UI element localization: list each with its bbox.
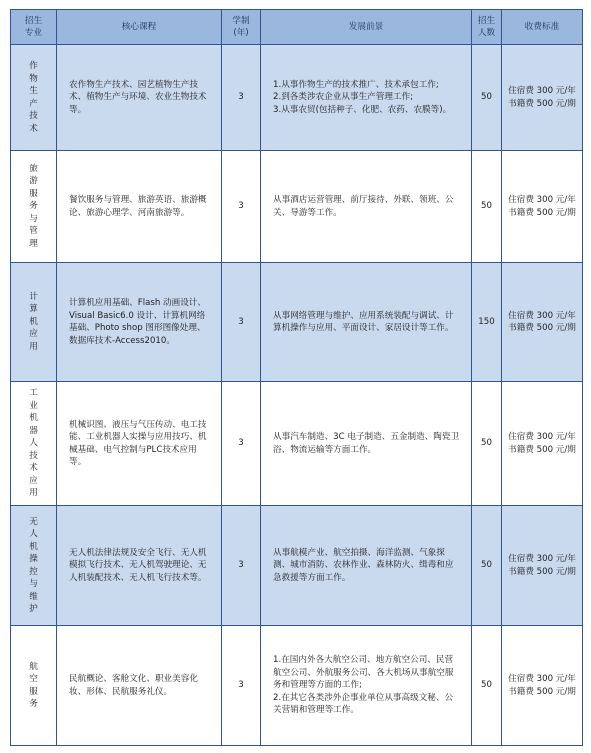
prospect-line: 1.从事作物生产的技术推广、技术承包工作; [273,79,439,90]
fee-cell [502,151,583,263]
prospect-line: 从事网络管理与维护、应用系统装配与调试、计算机操作与应用、平面设计、家居设计等工作。 [273,310,454,333]
fee-line: 住宿费 300 元/年 [508,86,576,96]
major-cell: 旅游服务与管理 [11,151,57,263]
count-cell: 150 [472,263,502,382]
header-row [11,10,583,45]
years-cell: 3 [222,626,261,746]
prospects-cell [261,151,472,263]
prospects-cell [261,382,472,506]
courses-cell: 餐饮服务与管理、旅游英语、旅游概论、旅游心理学、河南旅游等。 [57,151,222,263]
major-cell: 航空服务 [11,626,57,746]
years-cell: 3 [222,506,261,626]
major-cell: 作物生产技术 [11,45,57,151]
prospect-line: 1.在国内外各大航空公司、地方航空公司、民营航空公司、外航服务公司、各大机场从事航空服务和管理等方面的工作; [273,655,454,691]
years-cell: 3 [222,263,261,382]
fee-line: 书籍费 500 元/期 [508,323,576,333]
major-cell: 无人机操控与维护 [11,506,57,626]
fee-cell [502,45,583,151]
major-cell: 工业机器人技术应用 [11,382,57,506]
count-cell: 50 [472,151,502,263]
major-cell: 计算机应用 [11,263,57,382]
courses-cell: 机械识图、液压与气压传动、电工技能、工业机器人实操与应用技巧、机械基础、电气控制与PLC技术应用等。 [57,382,222,506]
enrollment-table [10,9,583,746]
fee-line: 书籍费 500 元/期 [508,566,576,577]
table-row [11,382,583,506]
fee-line: 住宿费 300 元/年 [508,674,576,684]
fee-cell [502,263,583,382]
years-cell: 3 [222,382,261,506]
count-cell: 50 [472,45,502,151]
prospects-cell [261,45,472,151]
prospect-line: 从事酒店运营管理、前厅接待、外联、领班、公关、导游等工作。 [273,195,454,218]
header-fees: 收费标准 [502,10,583,45]
fee-line: 书籍费 500 元/期 [508,207,576,218]
courses-cell: 农作物生产技术、园艺植物生产技术、植物生产与环境、农业生物技术等。 [57,45,222,151]
count-cell: 50 [472,626,502,746]
count-cell: 50 [472,506,502,626]
table-row [11,151,583,263]
prospects-cell [261,626,472,746]
fee-line: 住宿费 300 元/年 [508,310,576,321]
table-row [11,263,583,382]
prospect-line: 从事汽车制造、3C 电子制造、五金制造、陶瓷卫浴、物流运输等方面工作。 [273,432,460,455]
fee-cell [502,506,583,626]
fee-line: 住宿费 300 元/年 [508,554,576,564]
header-courses: 核心课程 [57,10,222,45]
prospects-cell [261,506,472,626]
fee-cell [502,626,583,746]
count-cell: 50 [472,382,502,506]
years-cell: 3 [222,151,261,263]
prospect-line: 3.从事农贸(包括种子、化肥、农药、农膜等)。 [273,104,452,115]
fee-line: 书籍费 500 元/期 [508,444,576,455]
prospects-cell [261,263,472,382]
prospect-line: 2.到各类涉农企业从事生产管理工作; [273,92,414,103]
header-prospects: 发展前景 [261,10,472,45]
courses-cell: 无人机法律法规及安全飞行、无人机模拟飞行技术、无人机驾驶理论、无人机装配技术、无人机飞行技术等。 [57,506,222,626]
table-row [11,626,583,746]
courses-cell: 计算机应用基础、Flash 动画设计、Visual Basic6.0 设计、计算机网络基础、Photo shop 图形图像处理、数据库技术-Access2010。 [57,263,222,382]
table-row [11,45,583,151]
prospect-line: 2.在其它各类涉外企事业单位从事高级文秘、公关营销和管理等工作。 [273,692,454,716]
fee-line: 书籍费 500 元/期 [508,686,576,697]
fee-line: 住宿费 300 元/年 [508,195,576,205]
courses-cell: 民航概论、客舱文化、职业美容化妆、形体、民航服务礼仪。 [57,626,222,746]
header-major: 招生 专业 [11,10,57,45]
table-row [11,506,583,626]
years-cell: 3 [222,45,261,151]
header-years: 学制 (年) [222,10,261,45]
prospect-line: 从事航模产业、航空拍摄、海洋监测、气象探测、城市消防、农林作业、森林防火、缉毒和应急救援等方面工作。 [273,547,454,583]
header-count: 招生 人数 [472,10,502,45]
fee-cell [502,382,583,506]
fee-line: 住宿费 300 元/年 [508,432,576,442]
fee-line: 书籍费 500 元/期 [508,98,576,109]
